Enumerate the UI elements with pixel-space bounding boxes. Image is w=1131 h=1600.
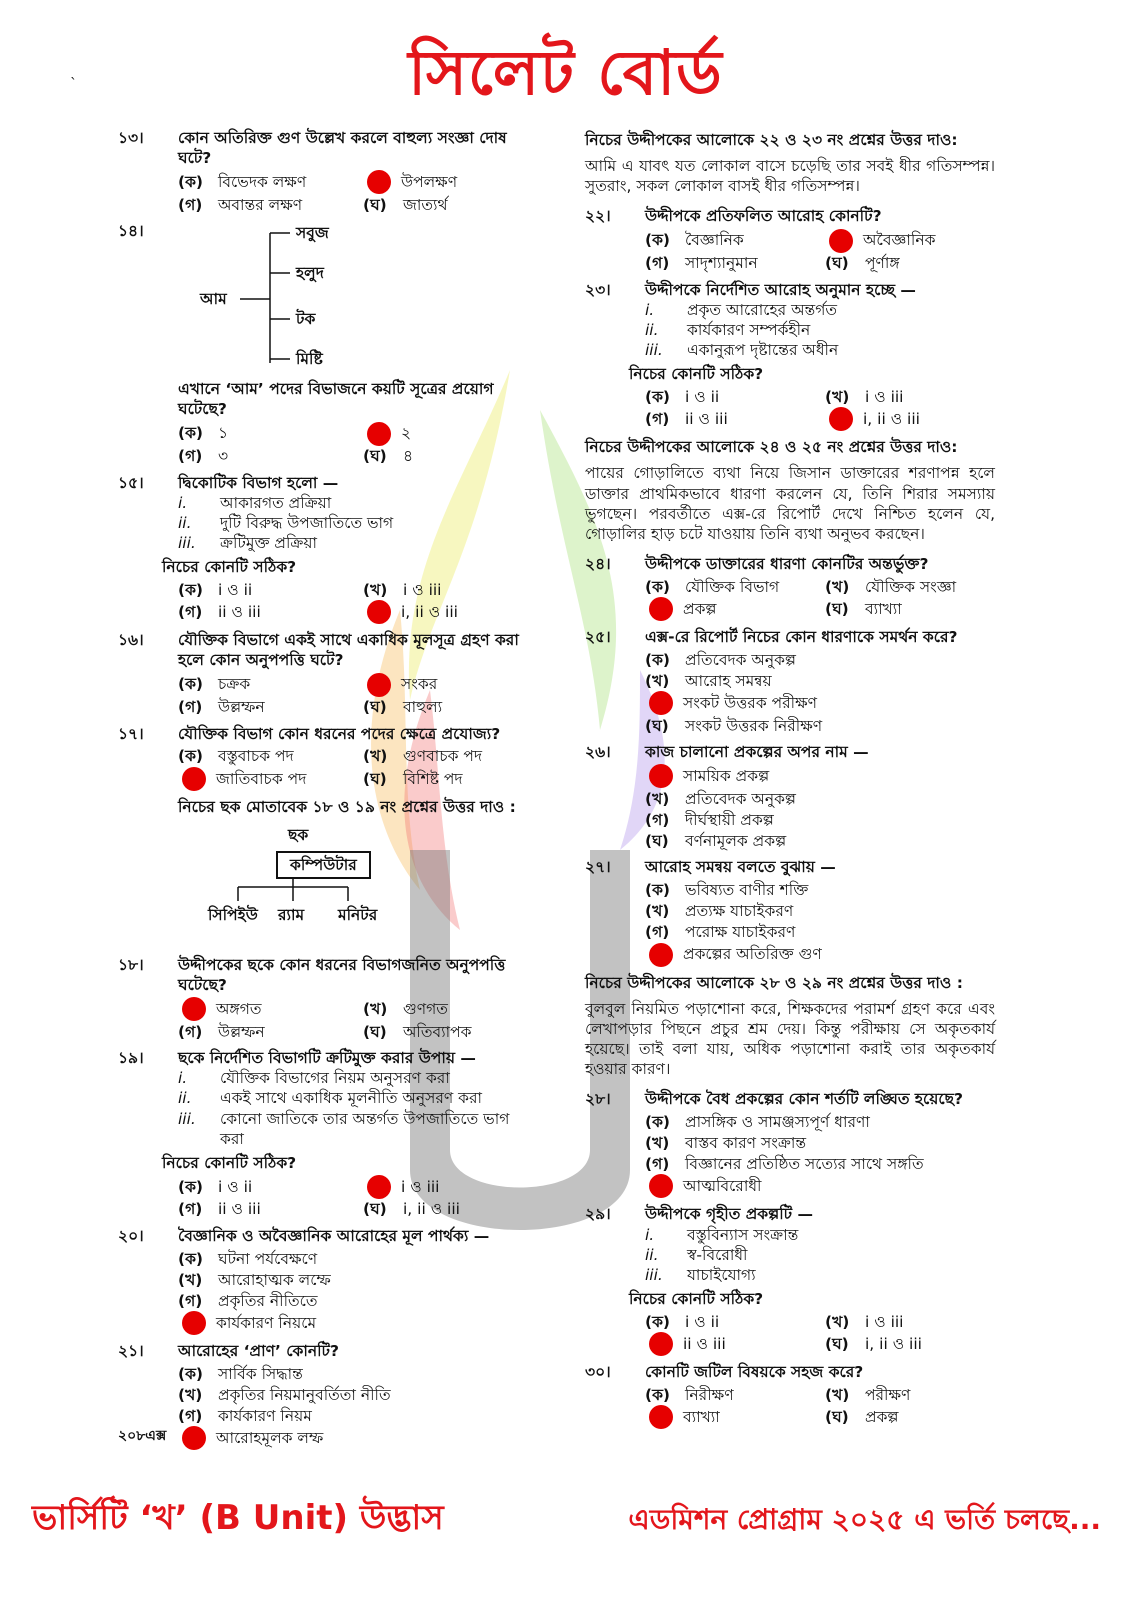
answer-marker-icon <box>182 1311 206 1335</box>
option-text: যৌক্তিক সংজ্ঞা <box>865 577 957 596</box>
question-29 <box>585 1204 995 1356</box>
diagram-branch: হলুদ <box>296 264 324 283</box>
question-text: কোনটি জটিল বিষয়কে সহজ করে? <box>645 1363 864 1382</box>
option-text: ঘটনা পর্যবেক্ষণে <box>218 1249 318 1268</box>
question-15 <box>118 473 538 625</box>
option-text: সাময়িক প্রকল্প <box>683 767 770 786</box>
which-correct-label: নিচের কোনটি সঠিক? <box>629 365 764 384</box>
stimulus-instruction: নিচের ছক মোতাবেক ১৮ ও ১৯ নং প্রশ্নের উত্তর দাও : <box>178 797 516 816</box>
answer-marker-icon <box>367 170 391 194</box>
option-label: (খ) <box>363 580 388 599</box>
answer-marker-icon <box>649 691 673 715</box>
question-27 <box>585 857 995 966</box>
option-text: প্রতিবেদক অনুকল্প <box>685 650 796 669</box>
option-text: সংকর <box>401 675 438 694</box>
chart-child: র‍্যাম <box>278 905 305 924</box>
statement: আকারগত প্রক্রিয়া <box>220 493 332 512</box>
option-label: (গ) <box>645 922 670 941</box>
option-text: ii ও iii <box>685 410 728 429</box>
option-label: (ক) <box>178 747 204 766</box>
option-text: i ও ii <box>218 580 253 599</box>
roman-numeral: ii. <box>178 1089 192 1108</box>
option-label: (ক) <box>178 1364 204 1383</box>
question-14 <box>118 221 538 466</box>
option-label: (খ) <box>178 1270 203 1289</box>
question-text: কাজ চালানো প্রকল্পের অপর নাম — <box>645 743 869 762</box>
question-number: ১৮। <box>118 955 144 974</box>
question-number: ১৫। <box>118 473 144 492</box>
option-text: i, ii ও iii <box>865 1335 922 1353</box>
option-text: চক্রক <box>218 675 251 694</box>
option-text: i ও ii <box>685 1312 720 1331</box>
option-text: বিজ্ঞানের প্রতিষ্ঠিত সত্যের সাথে সঙ্গতি <box>685 1154 924 1173</box>
option-label: (ঘ) <box>825 600 849 619</box>
option-label: (গ) <box>178 1022 203 1041</box>
statement: বস্তুবিন্যাস সংক্রান্ত <box>687 1225 799 1244</box>
option-text: আত্মবিরোধী <box>683 1177 762 1196</box>
option-text: অবৈজ্ঞানিক <box>863 231 936 250</box>
option-label: (গ) <box>178 195 203 214</box>
question-number: ২৩। <box>585 280 611 299</box>
option-text: ii ও iii <box>218 603 261 622</box>
which-correct-label: নিচের কোনটি সঠিক? <box>162 1153 297 1172</box>
question-text: এখানে ‘আম’ পদের বিভাজনে কয়টি সূত্রের প্রয়োগ ঘটেছে? <box>178 380 494 419</box>
option-label: (ঘ) <box>645 716 669 735</box>
stimulus-instruction: নিচের উদ্দীপকের আলোকে ২৪ ও ২৫ নং প্রশ্নের উত্তর দাও: <box>585 438 958 457</box>
option-label: (ক) <box>645 577 671 596</box>
option-label: (ক) <box>178 675 204 694</box>
option-label: (ঘ) <box>363 195 387 214</box>
option-text: অতিব্যাপক <box>403 1022 472 1041</box>
diagram-branch: টক <box>296 310 316 329</box>
option-text: বাস্তব কারণ সংক্রান্ত <box>685 1133 807 1152</box>
option-label: (গ) <box>645 253 670 272</box>
option-text: i ও iii <box>865 1312 904 1331</box>
option-text: i ও iii <box>865 387 904 406</box>
option-text: উল্লম্ফন <box>218 1022 265 1041</box>
option-label: (খ) <box>825 577 850 596</box>
statement: প্রকৃত আরোহের অন্তর্গত <box>687 300 838 319</box>
question-16 <box>118 630 538 717</box>
question-19 <box>118 1048 538 1220</box>
question-text: বৈজ্ঞানিক ও অবৈজ্ঞানিক আরোহের মূল পার্থক্য — <box>178 1226 490 1245</box>
option-label: (গ) <box>645 810 670 829</box>
option-label: (খ) <box>645 789 670 808</box>
option-text: জাতিবাচক পদ <box>216 769 307 788</box>
diagram-branch: সবুজ <box>296 224 329 243</box>
chart-child: সিপিইউ <box>208 905 258 924</box>
question-28 <box>585 1089 995 1198</box>
option-text: বস্তুবাচক পদ <box>218 747 294 766</box>
question-number: ২৭। <box>585 858 611 877</box>
option-text: প্রত্যক্ষ যাচাইকরণ <box>685 901 794 920</box>
page-number: ২০৮এক্স <box>118 1428 167 1444</box>
answer-marker-icon <box>367 600 391 624</box>
question-text: দ্বিকোটিক বিভাগ হলো — <box>178 473 339 492</box>
option-text: আরোহাত্মক লম্ফে <box>218 1270 331 1289</box>
question-text: ছকে নির্দেশিত বিভাগটি ক্রটিমুক্ত করার উপায় — <box>178 1049 476 1068</box>
chart-child: মনিটর <box>338 905 378 924</box>
statement: একানুরূপ দৃষ্টান্তের অধীন <box>687 340 839 359</box>
option-label: (গ) <box>178 603 203 622</box>
answer-marker-icon <box>649 1174 673 1198</box>
option-label: (খ) <box>645 1133 670 1152</box>
roman-numeral: i. <box>178 1069 188 1088</box>
option-text: প্রকৃতির নিয়মানুবর্তিতা নীতি <box>218 1385 391 1404</box>
option-label: (ক) <box>178 424 204 443</box>
option-text: i ও iii <box>403 580 442 599</box>
answer-marker-icon <box>367 422 391 446</box>
question-text: এক্স-রে রিপোর্ট নিচের কোন ধারণাকে সমর্থন করে? <box>645 628 958 647</box>
option-label: (ক) <box>645 1385 671 1404</box>
question-number: ৩০। <box>585 1363 611 1382</box>
stimulus-passage: বুলবুল নিয়মিত পড়াশোনা করে, শিক্ষকদের পরামর্শ গ্রহণ করে এবং লেখাপড়ার পিছনে প্রচুর শ্রম দেয়। কিন্তু পরীক্ষায় সে অকৃতকার্য হয়েছে। তাই বলা যায়, অধিক পড়াশোনা করাই তার অকৃতকার্য হওয়ার কারণ। <box>585 999 995 1079</box>
question-text: কোন অতিরিক্ত গুণ উল্লেখ করলে বাহুল্য সংজ্ঞা দোষ ঘটে? <box>178 129 507 168</box>
division-diagram <box>178 221 538 371</box>
question-23 <box>585 280 995 432</box>
footer-left-brand: ভার্সিটি ‘খ’ (B Unit) উদ্ভাস <box>32 1498 444 1538</box>
option-label: (গ) <box>645 410 670 429</box>
option-label: (ক) <box>178 580 204 599</box>
option-text: i ও ii <box>685 387 720 406</box>
option-text: নিরীক্ষণ <box>685 1385 734 1404</box>
option-label: (ক) <box>645 387 671 406</box>
option-label: (ক) <box>645 1312 671 1331</box>
option-text: বিভেদক লক্ষণ <box>218 173 307 192</box>
option-text: প্রকল্প <box>683 600 717 619</box>
question-number: ১৯। <box>118 1049 144 1068</box>
question-17 <box>118 724 538 791</box>
option-text: উল্লম্ফন <box>218 697 265 716</box>
stimulus-passage: আমি এ যাবৎ যত লোকাল বাসে চড়েছি তার সবই ধীর গতিসম্পন্ন। সুতরাং, সকল লোকাল বাসই ধীর গতিসম্পন্ন। <box>585 157 995 196</box>
option-text: প্রকৃতির নীতিতে <box>218 1291 318 1310</box>
question-26 <box>585 742 995 851</box>
question-number: ২৯। <box>585 1205 611 1224</box>
question-number: ১৬। <box>118 631 144 650</box>
option-text: ব্যাখ্যা <box>683 1408 720 1427</box>
option-label: (গ) <box>178 1291 203 1310</box>
answer-marker-icon <box>649 1405 673 1429</box>
question-22 <box>585 206 995 273</box>
option-text: কার্যকারণ নিয়মে <box>216 1314 317 1333</box>
question-text: আরোহের ‘প্রাণ’ কোনটি? <box>178 1342 339 1361</box>
option-text: গুণগত <box>403 1000 448 1019</box>
page-title: সিলেট বোর্ড <box>408 36 723 109</box>
statement: দুটি বিরুদ্ধ উপজাতিতে ভাগ <box>220 513 394 532</box>
question-number: ২০। <box>118 1226 144 1245</box>
option-text: কার্যকারণ নিয়ম <box>218 1406 312 1425</box>
option-text: উপলক্ষণ <box>401 173 458 192</box>
question-text: উদ্দীপকের ছকে কোন ধরনের বিভাগজনিত অনুপপত্তি ঘটেছে? <box>178 955 506 994</box>
option-text: পরীক্ষণ <box>865 1385 911 1404</box>
option-text: ১ <box>218 424 229 443</box>
option-label: (ঘ) <box>363 446 387 465</box>
right-column <box>585 128 995 1435</box>
option-text: আরোহমূলক লম্ফ <box>216 1429 324 1448</box>
question-text: যৌক্তিক বিভাগে একই সাথে একাধিক মূলসূত্র গ্রহণ করা হলে কোন অনুপপত্তি ঘটে? <box>178 631 519 670</box>
option-text: প্রকল্প <box>865 1408 899 1427</box>
question-number: ২৮। <box>585 1090 611 1109</box>
option-text: বৈজ্ঞানিক <box>685 231 744 250</box>
option-label: (ক) <box>645 650 671 669</box>
question-21 <box>118 1341 538 1450</box>
answer-marker-icon <box>182 997 206 1021</box>
question-24 <box>585 554 995 621</box>
question-number: ১৩। <box>118 129 144 147</box>
option-text: ii ও iii <box>218 1200 261 1219</box>
option-label: (ক) <box>178 1249 204 1268</box>
option-text: i, ii ও iii <box>863 410 920 429</box>
option-label: (ঘ) <box>825 1335 849 1353</box>
option-text: পূর্ণাঙ্গ <box>865 253 900 272</box>
option-label: (গ) <box>645 1154 670 1173</box>
option-label: (গ) <box>178 697 203 716</box>
option-text: বাহুল্য <box>403 697 443 716</box>
question-text: উদ্দীপকে ডাক্তারের ধারণা কোনটির অন্তর্ভুক্ত? <box>645 554 929 573</box>
option-text: দীর্ঘস্থায়ী প্রকল্প <box>685 810 774 829</box>
left-column <box>118 128 538 1456</box>
stimulus-instruction: নিচের উদ্দীপকের আলোকে ২২ ও ২৩ নং প্রশ্নের উত্তর দাও: <box>585 131 958 149</box>
footer-right-promo: এডমিশন প্রোগ্রাম ২০২৫ এ ভর্তি চলছে... <box>628 1503 1101 1536</box>
roman-numeral: i. <box>645 1225 655 1244</box>
option-text: ii ও iii <box>683 1335 726 1353</box>
option-text: যৌক্তিক বিভাগ <box>685 577 780 596</box>
option-text: i ও ii <box>218 1177 253 1196</box>
option-text: i, ii ও iii <box>403 1200 460 1219</box>
roman-numeral: ii. <box>645 1245 659 1264</box>
option-text: আরোহ সমন্বয় <box>685 671 772 690</box>
answer-marker-icon <box>182 767 206 791</box>
question-number: ২৫। <box>585 628 611 647</box>
question-text: উদ্দীপকে গৃহীত প্রকল্পটি — <box>645 1205 813 1224</box>
option-label: (খ) <box>363 1000 388 1019</box>
roman-numeral: iii. <box>645 340 663 359</box>
roman-numeral: iii. <box>178 1109 196 1128</box>
roman-numeral: iii. <box>645 1265 663 1284</box>
question-number: ১৭। <box>118 724 144 743</box>
question-text: উদ্দীপকে প্রতিফলিত আরোহ কোনটি? <box>645 207 882 226</box>
option-text: ৪ <box>403 446 414 465</box>
question-text: উদ্দীপকে নির্দেশিত আরোহ অনুমান হচ্ছে — <box>645 280 916 299</box>
statement: কোনো জাতিকে তার অন্তর্গত উপজাতিতে ভাগ করা <box>220 1109 510 1148</box>
option-text: প্রতিবেদক অনুকল্প <box>685 789 796 808</box>
diagram-branch: মিষ্টি <box>296 350 323 369</box>
option-label: (ঘ) <box>825 1408 849 1427</box>
option-text: সংকট উত্তরক পরীক্ষণ <box>683 694 817 713</box>
option-label: (খ) <box>825 1312 850 1331</box>
answer-marker-icon <box>367 673 391 697</box>
option-text: প্রাসঙ্গিক ও সামঞ্জস্যপূর্ণ ধারণা <box>685 1112 870 1131</box>
option-label: (গ) <box>178 1406 203 1425</box>
option-label: (ঘ) <box>645 831 669 850</box>
option-text: পরোক্ষ যাচাইকরণ <box>685 922 796 941</box>
option-label: (ঘ) <box>363 769 387 788</box>
option-label: (গ) <box>178 1200 203 1219</box>
question-text: আরোহ সমন্বয় বলতে বুঝায় — <box>645 858 836 877</box>
decorative-mark: ˎ <box>70 64 77 80</box>
option-text: ৩ <box>218 446 229 465</box>
roman-numeral: ii. <box>645 320 659 339</box>
roman-numeral: iii. <box>178 533 196 552</box>
answer-marker-icon <box>649 943 673 967</box>
option-label: (খ) <box>825 1385 850 1404</box>
statement: কার্যকারণ সম্পর্কহীন <box>687 320 811 339</box>
option-text: গুণবাচক পদ <box>403 747 483 766</box>
statement: একই সাথে একাধিক মূলনীতি অনুসরণ করা <box>220 1089 483 1108</box>
roman-numeral: i. <box>178 493 188 512</box>
which-correct-label: নিচের কোনটি সঠিক? <box>162 558 297 577</box>
option-text: জাত্যর্থ <box>403 195 448 214</box>
answer-marker-icon <box>649 764 673 788</box>
option-text: বর্ণনামূলক প্রকল্প <box>685 831 787 850</box>
computer-chart <box>158 825 538 935</box>
question-number: ২৬। <box>585 743 611 762</box>
answer-marker-icon <box>367 1175 391 1199</box>
answer-marker-icon <box>649 1332 673 1356</box>
option-text: i, ii ও iii <box>401 603 458 622</box>
option-label: (ঘ) <box>363 697 387 716</box>
roman-numeral: ii. <box>178 513 192 532</box>
option-text: বিশিষ্ট পদ <box>403 769 463 788</box>
diagram-root: আম <box>200 290 227 309</box>
option-label: (ক) <box>645 231 671 250</box>
stimulus-instruction: নিচের উদ্দীপকের আলোকে ২৮ ও ২৯ নং প্রশ্নের উত্তর দাও : <box>585 973 963 992</box>
option-text: প্রকল্পের অতিরিক্ত গুণ <box>683 945 822 964</box>
statement: স্ব-বিরোধী <box>687 1245 748 1264</box>
option-text: সাদৃশ্যানুমান <box>685 253 758 272</box>
question-25 <box>585 627 995 736</box>
statement: যৌক্তিক বিভাগের নিয়ম অনুসরণ করা <box>220 1069 450 1088</box>
option-label: (ঘ) <box>363 1200 387 1219</box>
answer-marker-icon <box>829 407 853 431</box>
question-number: ২২। <box>585 207 611 226</box>
option-text: ভবিষ্যত বাণীর শক্তি <box>685 880 809 899</box>
option-text: সংকট উত্তরক নিরীক্ষণ <box>685 716 823 735</box>
option-label: (ক) <box>645 880 671 899</box>
question-13 <box>118 128 538 215</box>
chart-label: ছক <box>288 825 309 844</box>
option-text: সার্বিক সিদ্ধান্ত <box>218 1364 303 1383</box>
roman-numeral: i. <box>645 300 655 319</box>
statement: যাচাইযোগ্য <box>687 1265 756 1284</box>
answer-marker-icon <box>649 597 673 621</box>
option-label: (ক) <box>645 1112 671 1131</box>
option-label: (খ) <box>178 1385 203 1404</box>
option-text: i ও iii <box>401 1177 440 1196</box>
option-text: অঙ্গগত <box>216 1000 262 1019</box>
question-number: ২৪। <box>585 554 611 573</box>
option-label: (খ) <box>363 747 388 766</box>
chart-box: কম্পিউটার <box>276 851 371 879</box>
option-text: অবান্তর লক্ষণ <box>218 195 303 214</box>
option-label: (ক) <box>178 1177 204 1196</box>
question-18 <box>118 955 538 1042</box>
answer-marker-icon <box>182 1426 206 1450</box>
answer-marker-icon <box>829 229 853 253</box>
option-label: (ঘ) <box>363 1022 387 1041</box>
which-correct-label: নিচের কোনটি সঠিক? <box>629 1289 764 1308</box>
question-text: যৌক্তিক বিভাগ কোন ধরনের পদের ক্ষেত্রে প্রযোজ্য? <box>178 724 501 743</box>
option-text: ২ <box>401 424 412 443</box>
option-label: (ক) <box>178 173 204 192</box>
statement: ক্রটিমুক্ত প্রক্রিয়া <box>220 533 318 552</box>
stimulus-passage: পায়ের গোড়ালিতে ব্যথা নিয়ে জিসান ডাক্তারের শরণাপন্ন হলে ডাক্তার প্রাথমিকভাবে ধারণা করলেন যে, তিনি শিরার সমস্যায় ভুগছেন। পরবর্তীতে এক্স-রে রিপোর্ট দেখে নিশ্চিত হলেন যে, গোড়ালির হাড় চটে যাওয়ায় তিনি ব্যথা অনুভব করছেন। <box>585 464 995 543</box>
question-30 <box>585 1362 995 1429</box>
option-label: (খ) <box>825 387 850 406</box>
option-label: (খ) <box>645 671 670 690</box>
question-20 <box>118 1226 538 1335</box>
option-label: (গ) <box>178 446 203 465</box>
question-number: ২১। <box>118 1342 144 1361</box>
option-label: (খ) <box>645 901 670 920</box>
question-number: ১৪। <box>118 222 144 241</box>
option-text: ব্যাখ্যা <box>865 600 902 619</box>
question-text: উদ্দীপকে বৈধ প্রকল্পের কোন শর্তটি লঙ্ঘিত হয়েছে? <box>645 1090 964 1109</box>
option-label: (ঘ) <box>825 253 849 272</box>
